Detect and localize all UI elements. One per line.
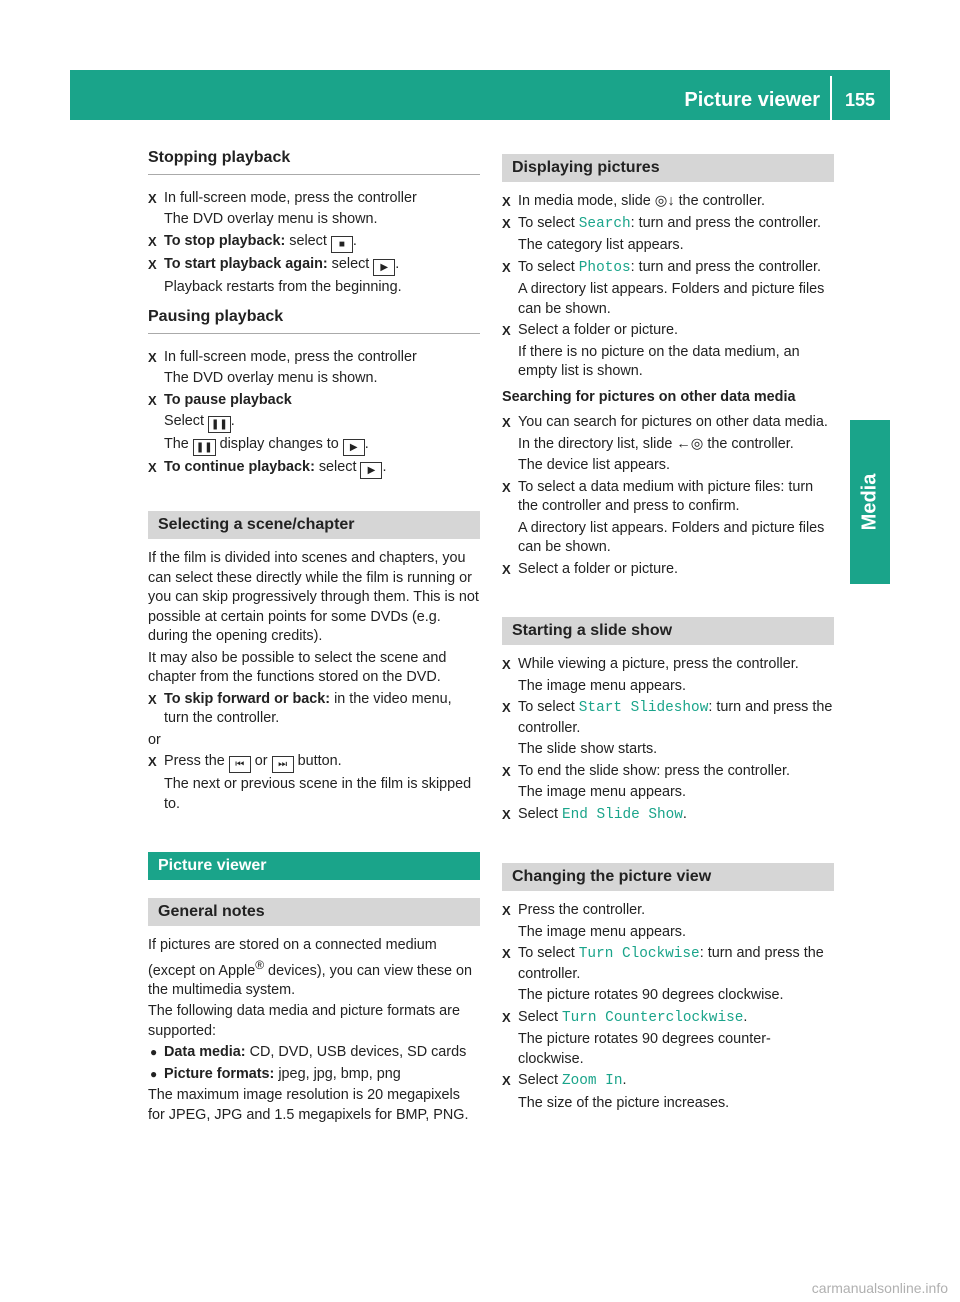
play-icon: ▶ bbox=[360, 462, 382, 479]
x-marker-icon: X bbox=[502, 259, 511, 275]
play-icon: ▶ bbox=[343, 439, 365, 456]
x-marker-icon: X bbox=[502, 479, 511, 495]
list-item: X While viewing a picture, press the controller. The image menu appears. bbox=[502, 656, 799, 694]
list-item: X Select a folder or picture. bbox=[502, 560, 834, 580]
list-item: X To pause playback Select ❚❚ . The ❚❚ display changes to ▶ . bbox=[148, 391, 480, 457]
list-item: X To select Start Slideshow: turn and press the controller. The slide show starts. bbox=[502, 699, 833, 757]
x-marker-icon: X bbox=[148, 233, 157, 249]
or-text: or bbox=[148, 731, 161, 748]
list-item: X In full-screen mode, press the controller The DVD overlay menu is shown. bbox=[148, 348, 417, 386]
bullet-icon: ● bbox=[150, 1066, 158, 1081]
list-item: X To skip forward or back: in the video menu, turn the controller. bbox=[148, 690, 452, 726]
list-item: X To select Turn Clockwise: turn and press the controller. The picture rotates 90 degrees clockwise. bbox=[502, 945, 824, 1003]
left-column bbox=[148, 148, 480, 1127]
x-marker-icon: X bbox=[502, 657, 511, 672]
list-item: X To select Photos: turn and press the controller. A directory list appears. Folders and picture files can be shown. bbox=[502, 258, 825, 317]
side-tab-label: Media bbox=[858, 473, 881, 531]
section-heading: General notes bbox=[148, 898, 480, 926]
pause-icon: ❚❚ bbox=[208, 416, 231, 433]
x-marker-icon: X bbox=[148, 256, 157, 272]
section-heading: Displaying pictures bbox=[502, 154, 834, 182]
page-number: 155 bbox=[844, 90, 876, 110]
menu-item-end-slide-show: End Slide Show bbox=[562, 806, 683, 823]
x-marker-icon: X bbox=[502, 903, 511, 918]
skip-forward-icon: ⏭ bbox=[272, 756, 294, 773]
paragraph: If the film is divided into scenes and chapters, you can select these directly while the film is running or you can skip progressively through them. This is not possible at certain points for some DVDs (e.g. during the opening credits). bbox=[148, 550, 479, 644]
x-marker-icon: X bbox=[502, 806, 511, 822]
section-heading: Pausing playback bbox=[148, 307, 480, 334]
page-header bbox=[70, 70, 890, 120]
right-column bbox=[502, 154, 834, 1115]
list-item: X Select a folder or picture. If there is no picture on the data medium, an empty list is shown. bbox=[502, 322, 800, 379]
bullet-item: ● Data media: CD, DVD, USB devices, SD cards bbox=[148, 1043, 480, 1063]
controller-slide-left-icon: ←◎ bbox=[676, 435, 704, 452]
x-marker-icon: X bbox=[502, 700, 511, 715]
list-item: X Press the controller. The image menu appears. bbox=[502, 902, 686, 940]
section-heading: Selecting a scene/chapter bbox=[148, 511, 480, 539]
pause-icon: ❚❚ bbox=[193, 439, 216, 456]
menu-item-start-slideshow: Start Slideshow bbox=[578, 700, 709, 716]
list-item: X To stop playback: select ■ . bbox=[148, 232, 480, 253]
subheading: Searching for pictures on other data media bbox=[502, 388, 796, 405]
section-heading: Stopping playback bbox=[148, 148, 480, 175]
x-marker-icon: X bbox=[502, 215, 511, 231]
x-marker-icon: X bbox=[148, 460, 157, 475]
bullet-item: ● Picture formats: jpeg, jpg, bmp, png bbox=[148, 1065, 480, 1085]
list-item: X You can search for pictures on other data media. In the directory list, slide ←◎ the controller. The device list appears. bbox=[502, 414, 828, 473]
paragraph: The maximum image resolution is 20 megapixels for JPEG, JPG and 1.5 megapixels for BMP, PNG. bbox=[148, 1087, 469, 1123]
x-marker-icon: X bbox=[502, 194, 511, 209]
list-item: X Select End Slide Show. bbox=[502, 805, 687, 823]
x-marker-icon: X bbox=[502, 323, 511, 338]
paragraph: It may also be possible to select the scene and chapter from the functions stored on the DVD. bbox=[148, 649, 447, 685]
controller-slide-down-icon: ◎↓ bbox=[654, 193, 675, 209]
list-item: X Select Zoom In. The size of the picture increases. bbox=[502, 1072, 730, 1111]
x-marker-icon: X bbox=[502, 561, 511, 577]
play-icon: ▶ bbox=[373, 259, 395, 276]
list-item: X Press the ⏮ or ⏭ button. The next or previous scene in the film is skipped to. bbox=[148, 753, 472, 812]
skip-back-icon: ⏮ bbox=[229, 756, 251, 773]
list-item: X In full-screen mode, press the controller The DVD overlay menu is shown. bbox=[148, 189, 417, 227]
list-item: X To continue playback: select ▶ . bbox=[148, 458, 480, 479]
x-marker-icon: X bbox=[502, 763, 511, 779]
x-marker-icon: X bbox=[148, 754, 157, 769]
header-divider bbox=[830, 76, 832, 120]
menu-item-turn-counterclockwise: Turn Counterclockwise bbox=[562, 1009, 744, 1026]
section-heading: Starting a slide show bbox=[502, 617, 834, 645]
section-heading: Changing the picture view bbox=[502, 863, 834, 891]
menu-item-zoom-in: Zoom In bbox=[562, 1073, 623, 1089]
list-item: X To start playback again: select ▶ . Playback restarts from the beginning. bbox=[148, 255, 402, 295]
list-item: X To end the slide show: press the controller. The image menu appears. bbox=[502, 762, 790, 800]
x-marker-icon: X bbox=[148, 691, 157, 707]
paragraph: The following data media and picture formats are supported: bbox=[148, 1003, 460, 1039]
x-marker-icon: X bbox=[502, 415, 511, 430]
x-marker-icon: X bbox=[148, 349, 157, 365]
stop-icon: ■ bbox=[331, 236, 353, 253]
menu-item-search: Search bbox=[578, 215, 631, 232]
list-item: X To select Search: turn and press the controller. The category list appears. bbox=[502, 214, 822, 253]
menu-item-photos: Photos bbox=[578, 259, 631, 276]
chapter-heading: Picture viewer bbox=[148, 852, 480, 880]
x-marker-icon: X bbox=[148, 190, 157, 206]
x-marker-icon: X bbox=[502, 1073, 511, 1088]
x-marker-icon: X bbox=[502, 946, 511, 961]
paragraph: If pictures are stored on a connected medium (except on Apple® devices), you can view these on the multimedia system. bbox=[148, 937, 473, 998]
side-tab bbox=[850, 420, 890, 584]
list-item: X Select Turn Counterclockwise. The picture rotates 90 degrees counter-clockwise. bbox=[502, 1008, 771, 1067]
menu-item-turn-clockwise: Turn Clockwise bbox=[578, 946, 700, 962]
list-item: X In media mode, slide ◎↓ the controller. bbox=[502, 192, 834, 212]
list-item: X To select a data medium with picture files: turn the controller and press to confirm. A directory list appears. Folders and picture files can be shown. bbox=[502, 478, 825, 555]
x-marker-icon: X bbox=[502, 1009, 511, 1025]
x-marker-icon: X bbox=[148, 392, 157, 408]
header-title: Picture viewer bbox=[684, 89, 820, 111]
bullet-icon: ● bbox=[150, 1045, 158, 1060]
watermark: carmanualsonline.info bbox=[811, 1280, 948, 1296]
